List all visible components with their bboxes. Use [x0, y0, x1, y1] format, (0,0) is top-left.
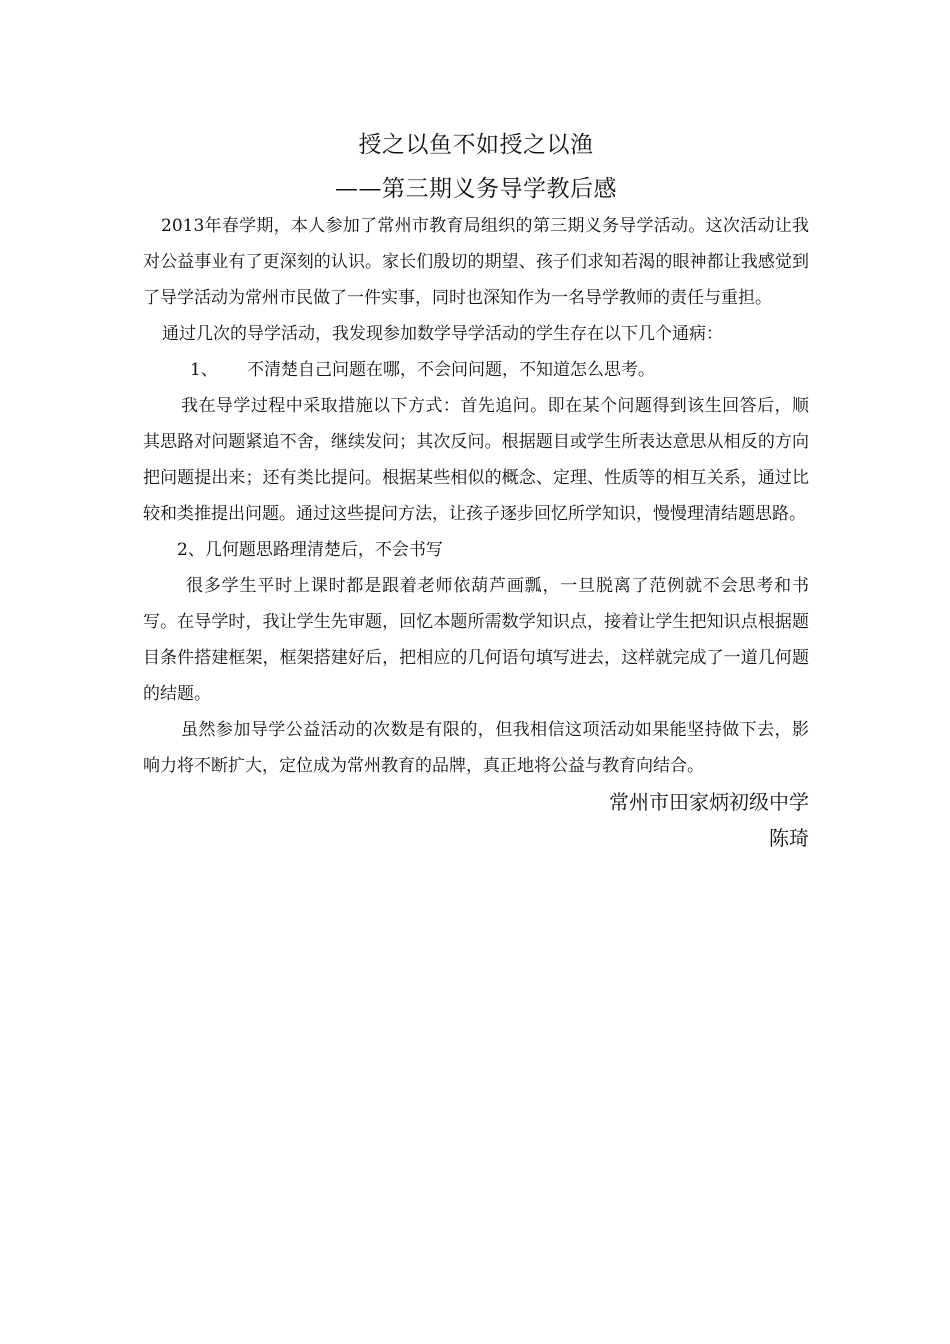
problems-intro-paragraph: 通过几次的导学活动，我发现参加数学导学活动的学生存在以下几个通病：: [162, 324, 723, 344]
document-title: 授之以鱼不如授之以渔: [358, 132, 594, 158]
signature-school: 常州市田家炳初级中学: [609, 790, 809, 814]
document-body: [143, 128, 809, 856]
method-2-paragraph: 很多学生平时上课时都是跟着老师依葫芦画瓢，一旦脱离了范例就不会思考和书写。在导学时，我让学生先审题，回忆本题所需数学知识点，接着让学生把知识点根据题目条件搭建框架，框架搭建好后，把相应的几何语句填写进去，这样就完成了一道几何题的结题。: [143, 576, 809, 704]
list-item-1-text: 不清楚自己问题在哪，不会问问题，不知道怎么思考。: [247, 360, 655, 380]
list-item-2: 2、几何题思路理清楚后，不会书写: [177, 540, 443, 560]
intro-paragraph: 2013年春学期，本人参加了常州市教育局组织的第三期义务导学活动。这次活动让我对公益事业有了更深刻的认识。家长们殷切的期望、孩子们求知若渴的眼神都让我感觉到了导学活动为常州市民做了一件实事，同时也深知作为一名导学教师的责任与重担。: [143, 216, 809, 308]
list-item-1-number: 1、: [190, 360, 218, 380]
method-1-paragraph: 我在导学过程中采取措施以下方式：首先追问。即在某个问题得到该生回答后，顺其思路对问题紧追不舍，继续发问；其次反问。根据题目或学生所表达意思从相反的方向把问题提出来；还有类比提问。根据某些相似的概念、定理、性质等的相互关系，通过比较和类推提出问题。通过这些提问方法，让孩子逐步回忆所学知识，慢慢理清结题思路。: [143, 396, 809, 524]
signature-author: 陈琦: [769, 826, 809, 850]
list-item-1: [143, 352, 809, 388]
conclusion-paragraph: 虽然参加导学公益活动的次数是有限的，但我相信这项活动如果能坚持做下去，影响力将不断扩大，定位成为常州教育的品牌，真正地将公益与教育向结合。: [143, 720, 809, 776]
document-subtitle: ——第三期义务导学教后感: [335, 176, 617, 202]
